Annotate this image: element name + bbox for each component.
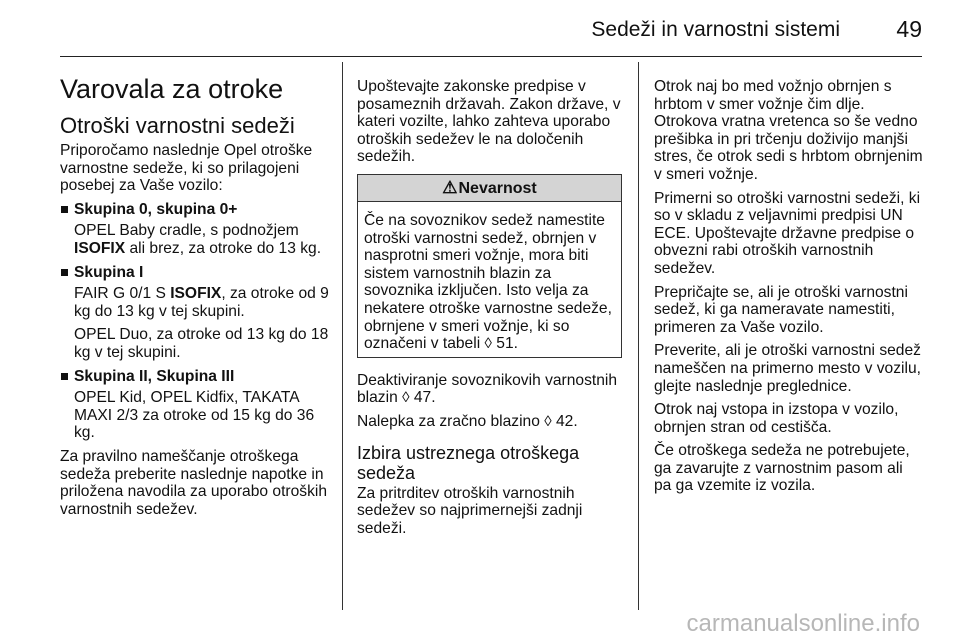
bullet-title: Skupina I (74, 263, 144, 281)
paragraph: Za pritrditev otroških varnostnih sedežev so najprimernejši zadnji sedeži. (357, 484, 583, 537)
paragraph: Primerni so otroški varnostni sedeži, ki so v skladu z veljavnimi predpisi UN ECE. Upoštevajte državne predpise o obvezni rabi otroških varnostnih sedežev. (654, 189, 921, 277)
danger-box-text: Če na sovoznikov sedež namestite otroški varnostni sedež, obrnjen v nasprotni smeri vožnje, mora biti sistem varnostnih blazin za sovoznika izključen. Isto velja za nekatere otroške varnostne sedeže, obrnjene v smeri vožnje, ki so označeni v tabeli ◊ 51. (364, 211, 612, 353)
list-item-group-0 (60, 201, 338, 219)
section-heading: Varovala za otroke (60, 74, 284, 104)
list-item-group-1 (60, 264, 338, 282)
bullet-title: Skupina II, Skupina III (74, 367, 235, 385)
reference-paragraph: Deaktiviranje sovoznikovih varnostnih blazin ◊ 47. (357, 371, 618, 407)
column-divider-2 (638, 62, 639, 610)
subsection-heading-2: Izbira ustreznega otroškega sedeža (357, 442, 580, 483)
intro-paragraph: Priporočamo naslednje Opel otroške varnostne sedeže, ki so prilagojeni posebej za Vaše vozilo: (60, 142, 313, 195)
list-item-text: OPEL Duo, za otroke od 13 kg do 18 kg v tej skupini. (74, 326, 329, 361)
header-title: Sedeži in varnostni sistemi (591, 18, 840, 41)
danger-box-title: Nevarnost (458, 179, 537, 197)
paragraph: Prepričajte se, ali je otroški varnostni sedež, ki ga nameravate namestiti, primeren za Vaše vozilo. (654, 283, 908, 336)
list-item-text: FAIR G 0/1 S ISOFIX, za otroke od 9 kg do 13 kg v tej skupini. (74, 285, 329, 320)
column-2 (357, 60, 622, 543)
legal-paragraph: Upoštevajte zakonske predpise v posameznih državah. Zakon države, v kateri vozilte, lahko zahteva uporabo otroških sedežev le na določenih sedežih. (357, 78, 621, 166)
danger-box (357, 174, 622, 358)
page-header (0, 0, 960, 60)
warning-triangle-icon: ⚠ (442, 177, 458, 197)
column-divider-1 (342, 62, 343, 610)
page-ref-icon: ◊ (484, 335, 492, 353)
list-item-text: OPEL Baby cradle, s podnožjem ISOFIX ali brez, za otroke do 13 kg. (74, 222, 322, 257)
list-item-group-2 (60, 368, 338, 386)
outro-paragraph: Za pravilno nameščanje otroškega sedeža preberite naslednje napotke in priložena navodila za uporabo otroških varnostnih sedežev. (60, 447, 327, 518)
page-number: 49 (896, 16, 922, 42)
bullet-title: Skupina 0, skupina 0+ (74, 200, 238, 218)
subsection-heading: Otroški varnostni sedeži (60, 113, 295, 138)
paragraph: Otrok naj vstopa in izstopa v vozilo, obrnjen stran od cestišča. (654, 401, 899, 436)
paragraph: Preverite, ali je otroški varnostni sedež nameščen na primerno mesto v vozilu, glejte naslednje preglednice. (654, 342, 921, 395)
reference-paragraph: Nalepka za zračno blazino ◊ 42. (357, 412, 578, 430)
page-ref-icon: ◊ (402, 389, 410, 407)
paragraph: Otrok naj bo med vožnjo obrnjen s hrbtom v smer vožnje čim dlje. Otrokova vratna vretenca so še vedno prešibka in pri trčenju doživijo manjši stres, če otrok sedi s hrbtom obrnjenim v smeri vožnje. (654, 78, 923, 183)
danger-box-header (358, 175, 621, 202)
header-rule (60, 56, 922, 57)
paragraph: Če otroškega sedeža ne potrebujete, ga zavarujte z varnostnim pasom ali pa ga vzemite iz vozila. (654, 442, 910, 495)
watermark: carmanualsonline.info (686, 610, 920, 637)
list-item-text: OPEL Kid, OPEL Kidfix, TAKATA MAXI 2/3 za otroke od 15 kg do 36 kg. (74, 389, 315, 442)
column-3 (654, 60, 924, 501)
page-ref-icon: ◊ (544, 412, 552, 430)
column-1 (60, 60, 338, 524)
